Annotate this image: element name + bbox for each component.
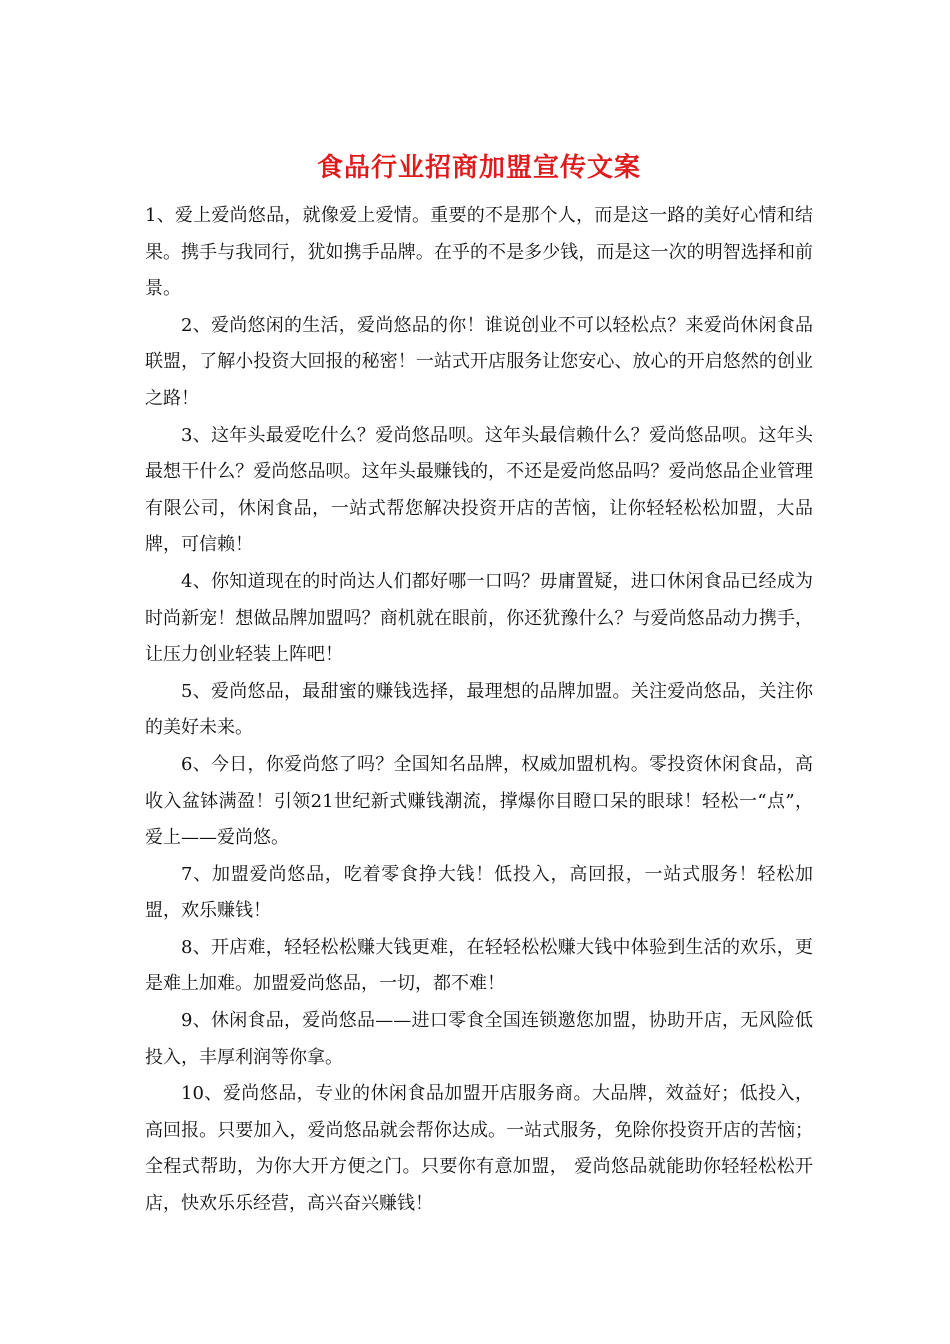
paragraph-3: 3、这年头最爱吃什么？爱尚悠品呗。这年头最信赖什么？爱尚悠品呗。这年头最想干什么？爱尚悠品呗。这年头最赚钱的，不还是爱尚悠品吗？爱尚悠品企业管理有限公司，休闲食品，一站式帮您解决投资开店的苦恼，让你轻轻松松加盟，大品牌，可信赖！ bbox=[145, 424, 813, 556]
paragraph-1: 1、爱上爱尚悠品，就像爱上爱情。重要的不是那个人，而是这一路的美好心情和结果。携手与我同行，犹如携手品牌。在乎的不是多少钱，而是这一次的明智选择和前景。 bbox=[145, 205, 813, 300]
paragraph-9: 9、休闲食品，爱尚悠品——进口零食全国连锁邀您加盟，协助开店，无风险低投入，丰厚利润等你拿。 bbox=[145, 1010, 813, 1068]
paragraph-10: 10、爱尚悠品，专业的休闲食品加盟开店服务商。大品牌，效益好；低投入，高回报。只要加入，爱尚悠品就会帮你达成。一站式服务，免除你投资开店的苦恼；全程式帮助，为你大开方便之门。只要你有意加盟， 爱尚悠品就能助你轻轻松松开店，快欢乐乐经营，高兴奋兴赚钱！ bbox=[145, 1083, 813, 1215]
paragraph-8: 8、开店难，轻轻松松赚大钱更难，在轻轻松松赚大钱中体验到生活的欢乐，更是难上加难。加盟爱尚悠品，一切，都不难！ bbox=[145, 936, 813, 995]
paragraph-6: 6、今日，你爱尚悠了吗？全国知名品牌，权威加盟机构。零投资休闲食品，高收入盆钵满盈！引领21世纪新式赚钱潮流，撑爆你目瞪口呆的眼球！轻松一“点”，爱上——爱尚悠。 bbox=[145, 753, 813, 849]
document-page bbox=[145, 148, 813, 1223]
document-title: 食品行业招商加盟宣传文案 bbox=[316, 153, 641, 183]
paragraph-4: 4、你知道现在的时尚达人们都好哪一口吗？毋庸置疑，进口休闲食品已经成为时尚新宠！想做品牌加盟吗？商机就在眼前，你还犹豫什么？与爱尚悠品动力携手，让压力创业轻装上阵吧！ bbox=[145, 570, 813, 666]
paragraph-2: 2、爱尚悠闲的生活，爱尚悠品的你！谁说创业不可以轻松点？来爱尚休闲食品联盟，了解小投资大回报的秘密！一站式开店服务让您安心、放心的开启悠然的创业之路！ bbox=[145, 314, 813, 409]
paragraph-5: 5、爱尚悠品，最甜蜜的赚钱选择，最理想的品牌加盟。关注爱尚悠品，关注你的美好未来。 bbox=[145, 680, 813, 739]
paragraph-7: 7、加盟爱尚悠品，吃着零食挣大钱！低投入，高回报，一站式服务！轻松加盟，欢乐赚钱！ bbox=[145, 863, 813, 922]
